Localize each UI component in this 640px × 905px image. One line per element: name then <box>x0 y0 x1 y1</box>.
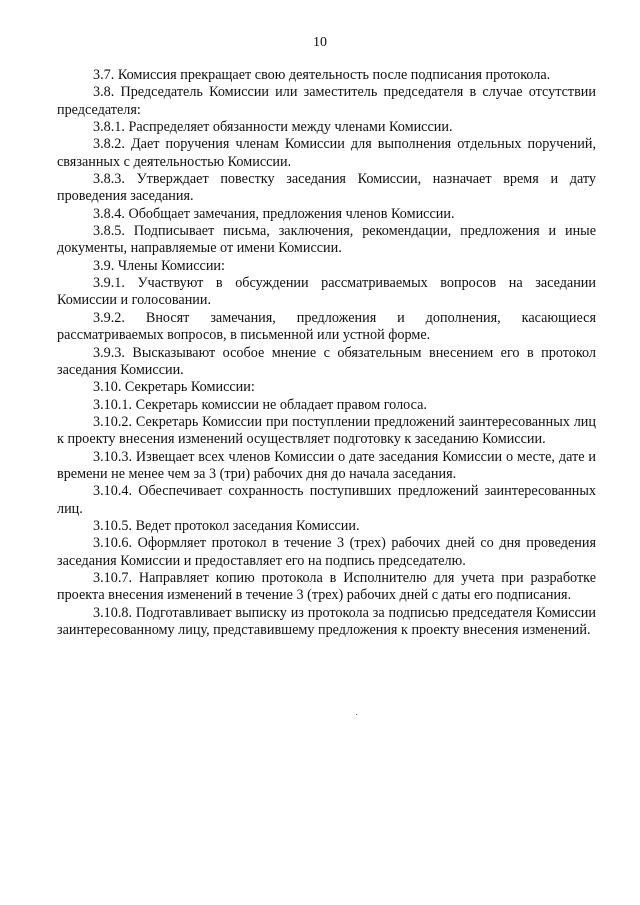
paragraph-3-10-5: 3.10.5. Ведет протокол заседания Комиссии. <box>93 517 360 534</box>
paragraph-3-10-6: 3.10.6. Оформляет протокол в течение 3 (трех) рабочих дней со дня проведения заседания Комиссии и предоставляет его на подпись председателю. <box>57 535 596 569</box>
paragraph-3-9: 3.9. Члены Комиссии: <box>93 257 225 274</box>
paragraph-3-8-3: 3.8.3. Утверждает повестку заседания Комиссии, назначает время и дату проведения заседания. <box>57 171 596 205</box>
paragraph-3-10-8: 3.10.8. Подготавливает выписку из протокола за подписью председателя Комиссии заинтересованному лицу, представившему предложения к проекту внесения изменений. <box>57 604 596 638</box>
document-body <box>57 67 596 639</box>
paragraph-3-8-1: 3.8.1. Распределяет обязанности между членами Комиссии. <box>93 119 453 136</box>
paragraph-3-10-4: 3.10.4. Обеспечивает сохранность поступивших предложений заинтересованных лиц. <box>57 483 596 517</box>
scan-speck <box>356 714 357 715</box>
paragraph-3-8-5: 3.8.5. Подписывает письма, заключения, рекомендации, предложения и иные документы, направляемые от имени Комиссии. <box>57 223 596 257</box>
paragraph-3-9-1: 3.9.1. Участвуют в обсуждении рассматриваемых вопросов на заседании Комиссии и голосовании. <box>57 275 596 309</box>
paragraph-3-9-3: 3.9.3. Высказывают особое мнение с обязательным внесением его в протокол заседания Комиссии. <box>57 344 596 378</box>
paragraph-3-8-2: 3.8.2. Дает поручения членам Комиссии для выполнения отдельных поручений, связанных с деятельностью Комиссии. <box>57 136 596 170</box>
paragraph-3-10-3: 3.10.3. Извещает всех членов Комиссии о дате заседания Комиссии о месте, дате и времени не менее чем за 3 (три) рабочих дня до начала заседания. <box>57 448 596 482</box>
paragraph-3-10-7: 3.10.7. Направляет копию протокола в Исполнителю для учета при разработке проекта внесения изменений в течение 3 (трех) рабочих дней с даты его подписания. <box>57 569 596 604</box>
page-number: 10 <box>313 35 327 50</box>
paragraph-3-7: 3.7. Комиссия прекращает свою деятельность после подписания протокола. <box>93 67 551 83</box>
paragraph-3-10: 3.10. Секретарь Комиссии: <box>93 379 255 396</box>
paragraph-3-10-1: 3.10.1. Секретарь комиссии не обладает правом голоса. <box>93 396 427 413</box>
paragraph-3-8-4: 3.8.4. Обобщает замечания, предложения членов Комиссии. <box>93 205 455 222</box>
paragraph-3-9-2: 3.9.2. Вносят замечания, предложения и дополнения, касающиеся рассматриваемых вопросов, в письменной или устной форме. <box>57 309 596 344</box>
paragraph-3-8: 3.8. Председатель Комиссии или заместитель председателя в случае отсутствии председателя: <box>57 84 596 118</box>
paragraph-3-10-2: 3.10.2. Секретарь Комиссии при поступлении предложений заинтересованных лиц к проекту внесения изменений осуществляет подготовку к заседанию Комиссии. <box>57 413 596 448</box>
